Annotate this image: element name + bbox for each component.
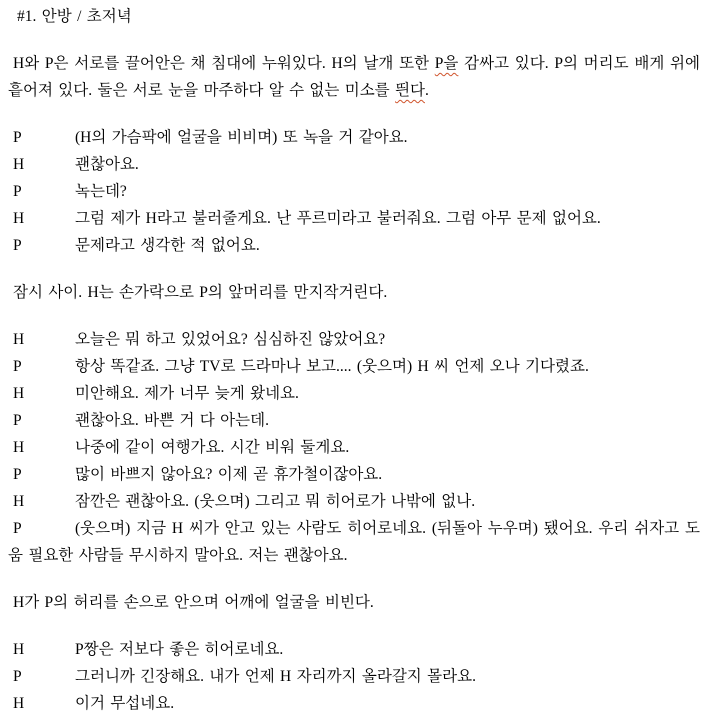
character-name: H <box>13 641 25 658</box>
character-name: P <box>13 668 22 685</box>
dialogue-block <box>8 636 700 717</box>
dialogue-line <box>8 434 700 461</box>
dialogue-line <box>8 380 700 407</box>
character-name: P <box>13 183 22 200</box>
dialogue-line <box>8 461 700 488</box>
speech-text: 괜찮아요. <box>75 156 139 173</box>
character-name: P <box>13 237 22 254</box>
dialogue-line <box>8 232 700 259</box>
dialogue-line <box>8 205 700 232</box>
dialogue-line <box>8 353 700 380</box>
speech-text: 잠깐은 괜찮아요. (웃으며) 그리고 뭐 히어로가 나밖에 없나. <box>75 493 476 510</box>
character-name: P <box>13 412 22 429</box>
misspelling-underline: P을 <box>434 55 459 72</box>
speech-text: 오늘은 뭐 하고 있었어요? 심심하진 않았어요? <box>75 331 386 348</box>
dialogue-block <box>8 326 700 569</box>
speech-text: 미안해요. 제가 너무 늦게 왔네요. <box>75 385 299 402</box>
speech-text: 항상 똑같죠. 그냥 TV로 드라마나 보고.... (웃으며) H 씨 언제 오나 기다렸죠. <box>75 358 589 375</box>
dialogue-line <box>8 488 700 515</box>
character-name: H <box>13 493 25 510</box>
character-name: P <box>13 520 22 537</box>
speech-text: 문제라고 생각한 적 없어요. <box>75 237 260 254</box>
script-body <box>8 50 700 717</box>
speech-text: 녹는데? <box>75 183 127 200</box>
dialogue-line <box>8 636 700 663</box>
speech-text: (웃으며) 지금 H 씨가 안고 있는 사람도 히어로네요. (뒤돌아 누우며) 됐어요. 우리 쉬자고 도움 필요한 사람들 무시하지 말아요. 저는 괜찮아요. <box>8 520 700 564</box>
character-name: P <box>13 358 22 375</box>
speech-text: 그럼 제가 H라고 불러줄게요. 난 푸르미라고 불러줘요. 그럼 아무 문제 없어요. <box>75 210 601 227</box>
speech-text: 그러니까 긴장해요. 내가 언제 H 자리까지 올라갈지 몰라요. <box>75 668 476 685</box>
speech-text: (H의 가슴팍에 얼굴을 비비며) 또 녹을 거 같아요. <box>75 129 408 146</box>
character-name: H <box>13 385 25 402</box>
character-name: H <box>13 210 25 227</box>
dialogue-block <box>8 124 700 259</box>
dialogue-line <box>8 178 700 205</box>
action-paragraph: H가 P의 허리를 손으로 안으며 어깨에 얼굴을 비빈다. <box>13 594 374 611</box>
character-name: H <box>13 439 25 456</box>
dialogue-line <box>8 515 700 569</box>
character-name: H <box>13 156 25 173</box>
action-paragraph: H와 P은 서로를 끌어안은 채 침대에 누워있다. H의 날개 또한 P을 감싸고 있다. P의 머리도 배게 위에 흩어져 있다. 둘은 서로 눈을 마주하다 알 수 없는 미소를 띈다. <box>8 55 700 99</box>
dialogue-line <box>8 663 700 690</box>
speech-text: 이거 무섭네요. <box>75 695 175 712</box>
dialogue-line <box>8 151 700 178</box>
character-name: P <box>13 129 22 146</box>
speech-text: 많이 바쁘지 않아요? 이제 곧 휴가철이잖아요. <box>75 466 383 483</box>
dialogue-line <box>8 407 700 434</box>
speech-text: P짱은 저보다 좋은 히어로네요. <box>75 641 284 658</box>
action-paragraph: 잠시 사이. H는 손가락으로 P의 앞머리를 만지작거린다. <box>13 284 388 301</box>
dialogue-line <box>8 326 700 353</box>
speech-text: 나중에 같이 여행가요. 시간 비워 둘게요. <box>75 439 350 456</box>
misspelling-underline: 띈다 <box>395 82 425 99</box>
character-name: H <box>13 695 25 712</box>
character-name: P <box>13 466 22 483</box>
character-name: H <box>13 331 25 348</box>
dialogue-line <box>8 124 700 151</box>
dialogue-line <box>8 690 700 717</box>
speech-text: 괜찮아요. 바쁜 거 다 아는데. <box>75 412 269 429</box>
scene-heading: #1. 안방 / 초저녁 <box>17 8 132 25</box>
